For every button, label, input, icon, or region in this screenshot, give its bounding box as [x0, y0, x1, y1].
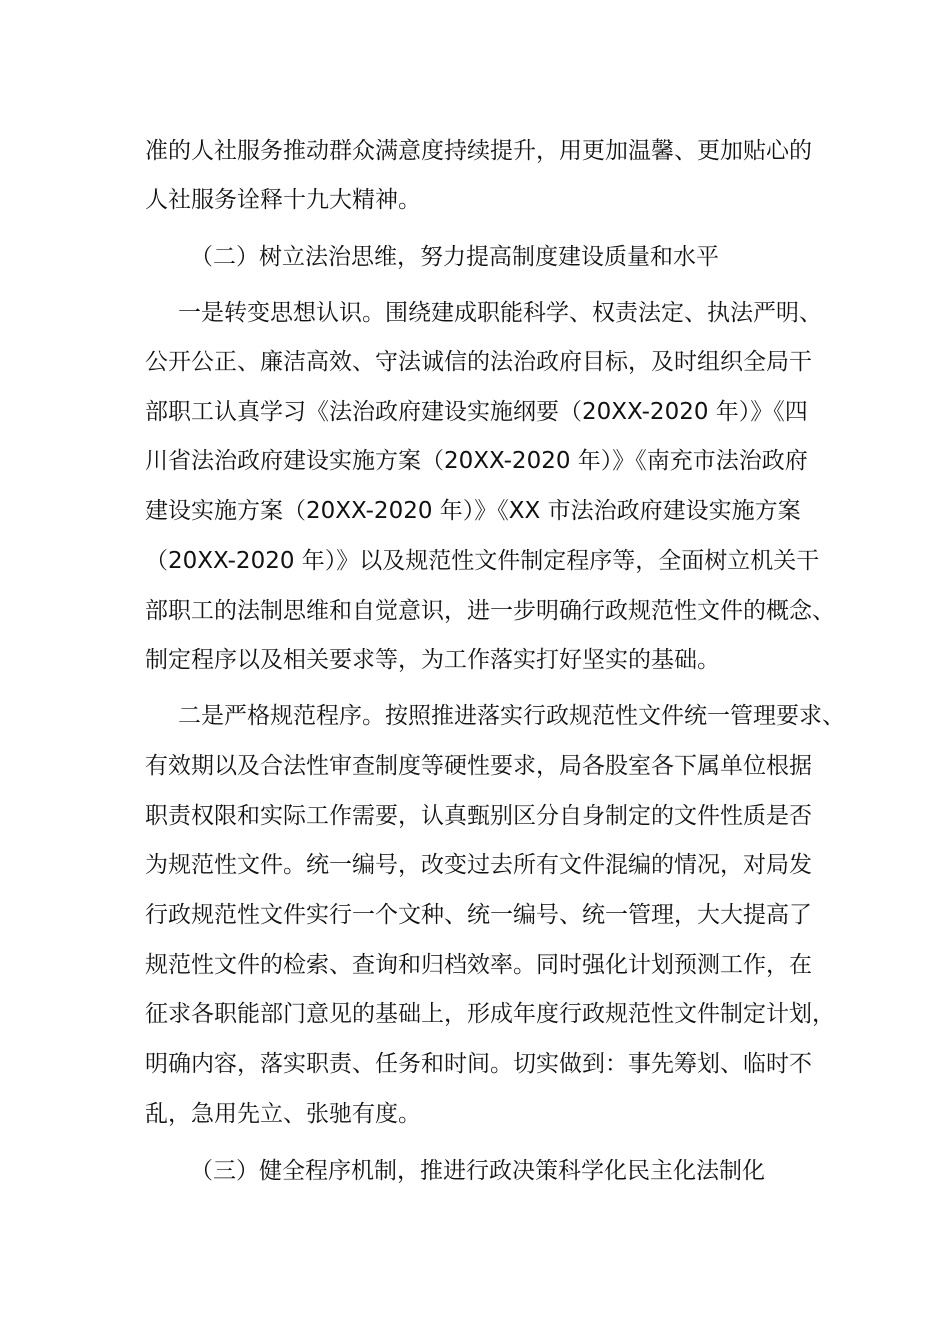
- paragraph-line: 职责权限和实际工作需要，认真甄别区分自身制定的文件性质是否: [145, 803, 812, 829]
- paragraph-line: 川省法治政府建设实施方案（20XX-2020 年）》《南充市法治政府: [145, 448, 808, 474]
- section-heading: （三）健全程序机制，推进行政决策科学化民主化法制化: [190, 1158, 765, 1184]
- paragraph-line: 公开公正、廉洁高效、守法诚信的法治政府目标，及时组织全局干: [145, 349, 812, 375]
- paragraph-line: 部职工的法制思维和自觉意识，进一步明确行政规范性文件的概念、: [145, 598, 835, 624]
- paragraph-line: 部职工认真学习《法治政府建设实施纲要（20XX-2020 年）》《四: [145, 399, 808, 425]
- paragraph-line: 规范性文件的检索、查询和归档效率。同时强化计划预测工作，在: [145, 952, 812, 978]
- paragraph-line: 一是转变思想认识。围绕建成职能科学、权责法定、执法严明、: [178, 300, 822, 326]
- paragraph-line: 明确内容，落实职责、任务和时间。切实做到：事先筹划、临时不: [145, 1051, 812, 1077]
- paragraph-line: 行政规范性文件实行一个文种、统一编号、统一管理，大大提高了: [145, 902, 812, 928]
- paragraph-line: 二是严格规范程序。按照推进落实行政规范性文件统一管理要求、: [178, 703, 845, 729]
- paragraph-line: 准的人社服务推动群众满意度持续提升，用更加温馨、更加贴心的: [145, 138, 812, 164]
- paragraph-line: 制定程序以及相关要求等，为工作落实打好坚实的基础。: [145, 647, 720, 673]
- paragraph-line: 人社服务诠释十九大精神。: [145, 187, 421, 213]
- paragraph-line: 为规范性文件。统一编号，改变过去所有文件混编的情况，对局发: [145, 852, 812, 878]
- paragraph-line: 建设实施方案（20XX-2020 年）》《XX 市法治政府建设实施方案: [145, 498, 801, 524]
- section-heading: （二）树立法治思维，努力提高制度建设质量和水平: [190, 244, 719, 270]
- paragraph-line: （20XX-2020 年）》以及规范性文件制定程序等，全面树立机关干: [145, 548, 820, 574]
- paragraph-line: 征求各职能部门意见的基础上，形成年度行政规范性文件制定计划，: [145, 1001, 835, 1027]
- paragraph-line: 乱，急用先立、张驰有度。: [145, 1101, 421, 1127]
- paragraph-line: 有效期以及合法性审查制度等硬性要求，局各股室各下属单位根据: [145, 753, 812, 779]
